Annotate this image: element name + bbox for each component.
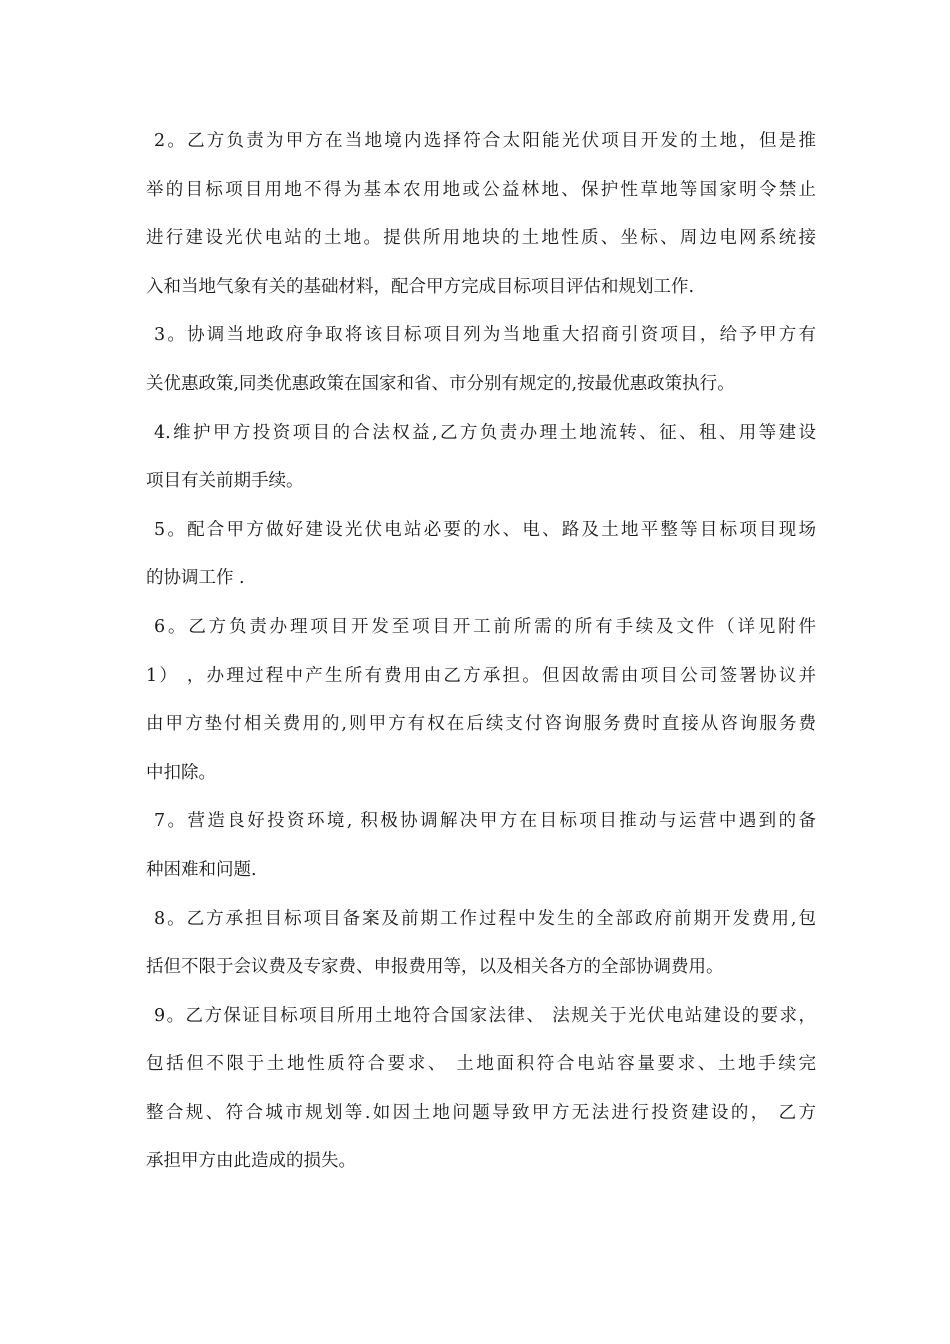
- text-line: 举的目标项目用地不得为基本农用地或公益林地、保护性草地等国家明令禁止: [146, 179, 816, 200]
- text-line: 3。协调当地政府争取将该目标项目列为当地重大招商引资项目，给予甲方有: [154, 325, 816, 346]
- text-line: 入和当地气象有关的基础材料，配合甲方完成目标项目评估和规划工作.: [146, 276, 695, 297]
- clause-5: [146, 506, 816, 603]
- text-line: 1） ，办理过程中产生所有费用由乙方承担。但因故需由项目公司签署协议并: [146, 665, 816, 686]
- clause-3: [146, 311, 816, 408]
- clause-9: [146, 992, 816, 1186]
- clause-8: [146, 895, 816, 992]
- text-line: 由甲方垫付相关费用的,则甲方有权在后续支付咨询服务费时直接从咨询服务费: [146, 714, 816, 735]
- document-body: [146, 117, 816, 1186]
- text-line: 的协调工作 .: [146, 568, 245, 589]
- clause-6: [146, 603, 816, 797]
- text-line: 整合规、符合城市规划等.如因土地问题导致甲方无法进行投资建设的， 乙方: [146, 1102, 816, 1123]
- text-line: 括但不限于会议费及专家费、申报费用等，以及相关各方的全部协调费用。: [146, 957, 724, 978]
- text-line: 项目有关前期手续。: [146, 471, 304, 492]
- text-line: 种困难和问题.: [146, 859, 257, 880]
- text-line: 9。乙方保证目标项目所用土地符合国家法律、 法规关于光伏电站建设的要求，: [154, 1005, 816, 1026]
- text-line: 8。乙方承担目标项目备案及前期工作过程中发生的全部政府前期开发费用,包: [154, 908, 816, 929]
- clause-2: [146, 117, 816, 311]
- text-line: 5。配合甲方做好建设光伏电站必要的水、电、路及土地平整等目标项目现场: [154, 519, 816, 540]
- text-line: 6。乙方负责办理项目开发至项目开工前所需的所有手续及文件（详见附件: [154, 616, 816, 637]
- text-line: 进行建设光伏电站的土地。提供所用地块的土地性质、坐标、周边电网系统接: [146, 228, 816, 249]
- clause-4: [146, 409, 816, 506]
- text-line: 7。营造良好投资环境, 积极协调解决甲方在目标项目推动与运营中遇到的备: [154, 811, 816, 832]
- text-line: 包括但不限于土地性质符合要求、 土地面积符合电站容量要求、土地手续完: [146, 1054, 816, 1075]
- text-line: 2。乙方负责为甲方在当地境内选择符合太阳能光伏项目开发的土地，但是推: [154, 131, 816, 151]
- clause-7: [146, 797, 816, 894]
- text-line: 中扣除。: [146, 762, 216, 783]
- text-line: 4.维护甲方投资项目的合法权益,乙方负责办理土地流转、征、租、用等建设: [154, 422, 816, 443]
- text-line: 承担甲方由此造成的损失。: [146, 1151, 356, 1172]
- text-line: 关优惠政策,同类优惠政策在国家和省、市分别有规定的,按最优惠政策执行。: [146, 373, 735, 394]
